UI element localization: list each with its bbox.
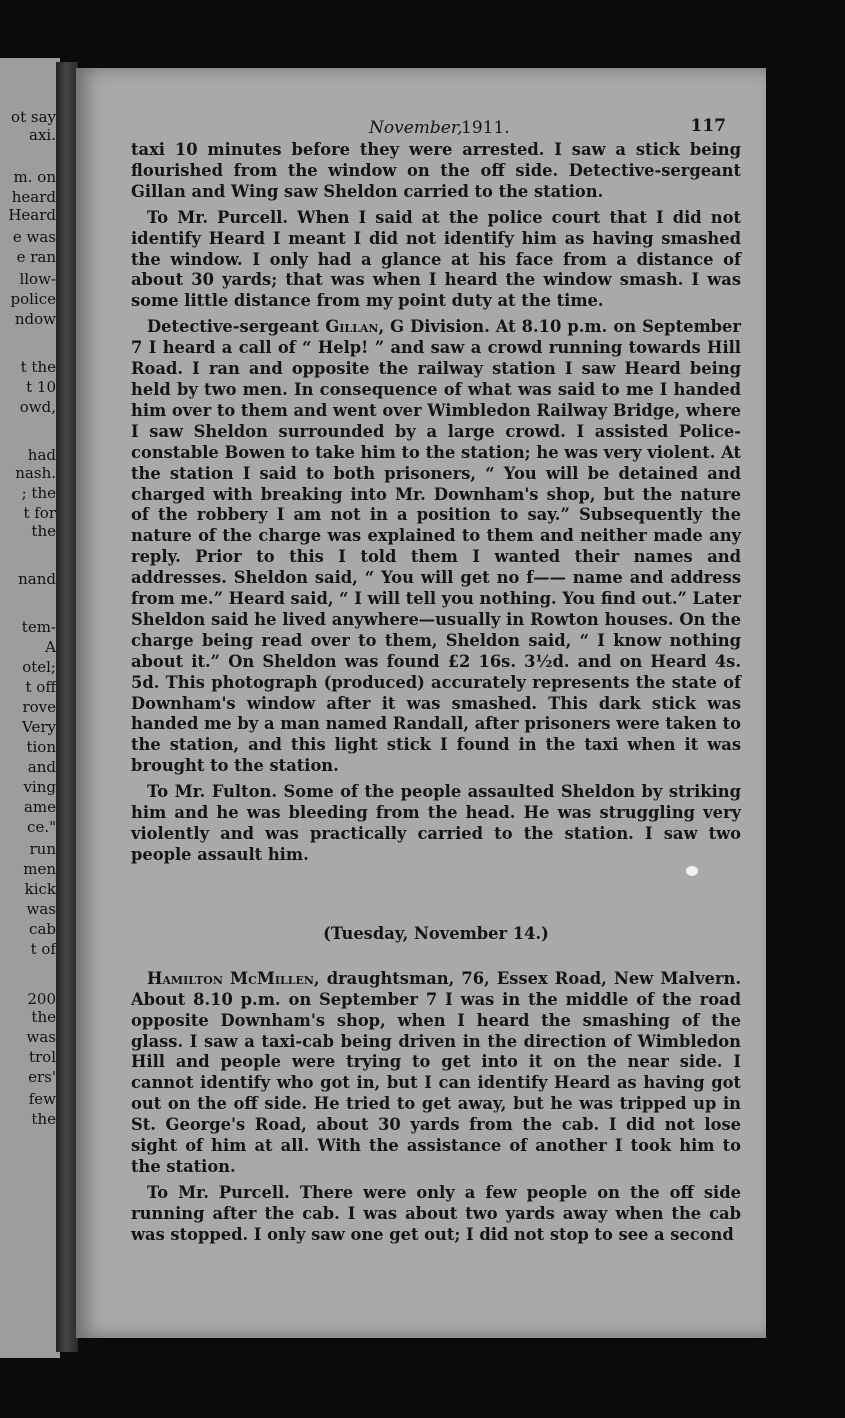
witness-name-mcmillen: Hamilton McMillen (147, 968, 314, 988)
left-page-fragment: kick (24, 880, 56, 898)
left-page-fragment: t off (25, 678, 56, 696)
left-page-fragment: had (27, 446, 56, 464)
left-page-fragment: t of (30, 940, 56, 958)
left-page-edge (0, 58, 60, 1358)
paragraph-gillan-testimony (131, 317, 741, 777)
left-page-fragment: owd, (19, 398, 56, 416)
paper-speck (686, 866, 698, 876)
book-spine (56, 62, 78, 1352)
left-page-fragment: trol (28, 1048, 56, 1066)
left-page-fragment: otel; (22, 658, 56, 676)
left-page-fragment: nand (18, 570, 56, 588)
left-page-fragment: e was (12, 228, 56, 246)
left-page-fragment: ot say (11, 108, 56, 126)
witness-name-gillan: Gillan (325, 317, 379, 337)
left-page-fragment: the (31, 1008, 56, 1026)
left-page-fragment: the (31, 1110, 56, 1128)
mcmillen-body: , draughtsman, 76, Essex Road, New Malvern. About 8.10 p.m. on September 7 I was in the middle of the road opposite Downham's shop, when I heard the smashing of the glass. I saw a taxi-cab being driven in the direction of Wimbledon Hill and people were trying to get into it on the near side. I cannot identify who got in, but I can identify Heard as having got out on the off side. He tried to get away, but he was tripped up in St. George's Road, about 30 yards from the cab. I did not lose sight of him at all. With the assistance of another I took him to the station. (131, 968, 742, 1176)
left-page-fragment: rove (22, 698, 56, 716)
left-page-fragment: tion (26, 738, 56, 756)
left-page-fragment: and (27, 758, 56, 776)
left-page-fragment: the (31, 522, 56, 540)
left-page-fragment: heard (11, 188, 56, 206)
left-page-fragment: ; the (21, 484, 56, 502)
left-page-fragment: e ran (16, 248, 56, 266)
left-page-fragment: was (26, 900, 56, 918)
left-page-fragment: ce." (27, 818, 56, 836)
left-page-fragment: ndow (14, 310, 56, 328)
left-page-fragment: ame (23, 798, 56, 816)
left-page-fragment: axi. (29, 126, 56, 144)
page-text (131, 110, 741, 1251)
left-page-fragment: police (10, 290, 56, 308)
left-page-fragment: was (26, 1028, 56, 1046)
left-page-fragment: llow- (19, 270, 56, 288)
left-page-fragment: men (23, 860, 56, 878)
page-number: 117 (690, 116, 726, 136)
gillan-lead: Detective-sergeant (147, 317, 326, 337)
left-page-fragment: cab (29, 920, 56, 938)
running-header (131, 110, 741, 140)
header-year: 1911. (461, 118, 510, 138)
book-page (76, 68, 766, 1338)
gillan-body: , G Division. At 8.10 p.m. on September 7 I heard a call of “ Help! ” and saw a crowd running towards Hill Road. I ran and opposite the railway station I saw Heard being held by two men. In consequence of what was said to me I handed him over to them and went over Wimbledon Railway Bridge, where I saw Sheldon surrounded by a large crowd. I assisted Police-constable Bowen to take him to the station; he was very violent. At the station I said to both prisoners, “ You will be detained and charged with breaking into Mr. Downham's shop, but the nature of the robbery I am not in a position to say.” Subsequently the nature of the charge was explained to them and neither made any reply. Prior to this I told them I wanted their names and addresses. Sheldon said, “ You will get no f—— name and address from me.” Heard said, “ I will tell you nothing. You find out.” Later Sheldon said he lived anywhere—usually in Rowton houses. On the charge being read over to them, Sheldon said, “ I know nothing about it.” On Sheldon was found £2 16s. 3½d. and on Heard 4s. 5d. This photograph (produced) accurately represents the state of Downham's window after it was smashed. This dark stick was handed me by a man named Randall, after prisoners were taken to the station, and this light stick I found in the taxi when it was brought to the station. (131, 317, 742, 776)
left-page-fragment: few (28, 1090, 56, 1108)
left-page-fragment: tem- (21, 618, 56, 636)
left-page-fragment: t for (23, 504, 56, 522)
header-month: November, (369, 118, 463, 138)
session-dateline: (Tuesday, November 14.) (323, 923, 549, 943)
left-page-fragment: t 10 (26, 378, 56, 396)
left-page-fragment: Very (22, 718, 56, 736)
paragraph-purcell-cross-2: To Mr. Purcell. There were only a few people on the off side running after the cab. I was about two yards away when the cab was stopped. I only saw one get out; I did not stop to see a second (131, 1182, 741, 1244)
paragraph-continued: taxi 10 minutes before they were arrested. I saw a stick being flourished from the window on the off side. Detective-sergeant Gillan and Wing saw Sheldon carried to the station. (131, 140, 741, 201)
left-page-fragment: nash. (15, 464, 56, 482)
paragraph-fulton-cross: To Mr. Fulton. Some of the people assaulted Sheldon by striking him and he was bleeding from the head. He was struggling very violently and was practically carried to the station. I saw two people assault him. (131, 782, 741, 864)
paragraph-purcell-cross: To Mr. Purcell. When I said at the police court that I did not identify Heard I meant I did not identify him as having smashed the window. I only had a glance at his face from a distance of about 30 yards; that was when I heard the window smash. I was some little distance from my point duty at the time. (131, 207, 741, 311)
left-page-fragment: A (45, 638, 56, 656)
left-page-fragment: Heard (8, 206, 56, 224)
left-page-fragment: 200 (27, 990, 56, 1008)
left-page-fragment: t the (20, 358, 56, 376)
left-page-fragment: ving (23, 778, 56, 796)
paragraph-mcmillen-testimony (131, 969, 741, 1178)
left-page-fragment: run (29, 840, 56, 858)
left-page-fragment: ers' (28, 1068, 56, 1086)
left-page-fragment: m. on (13, 168, 56, 186)
